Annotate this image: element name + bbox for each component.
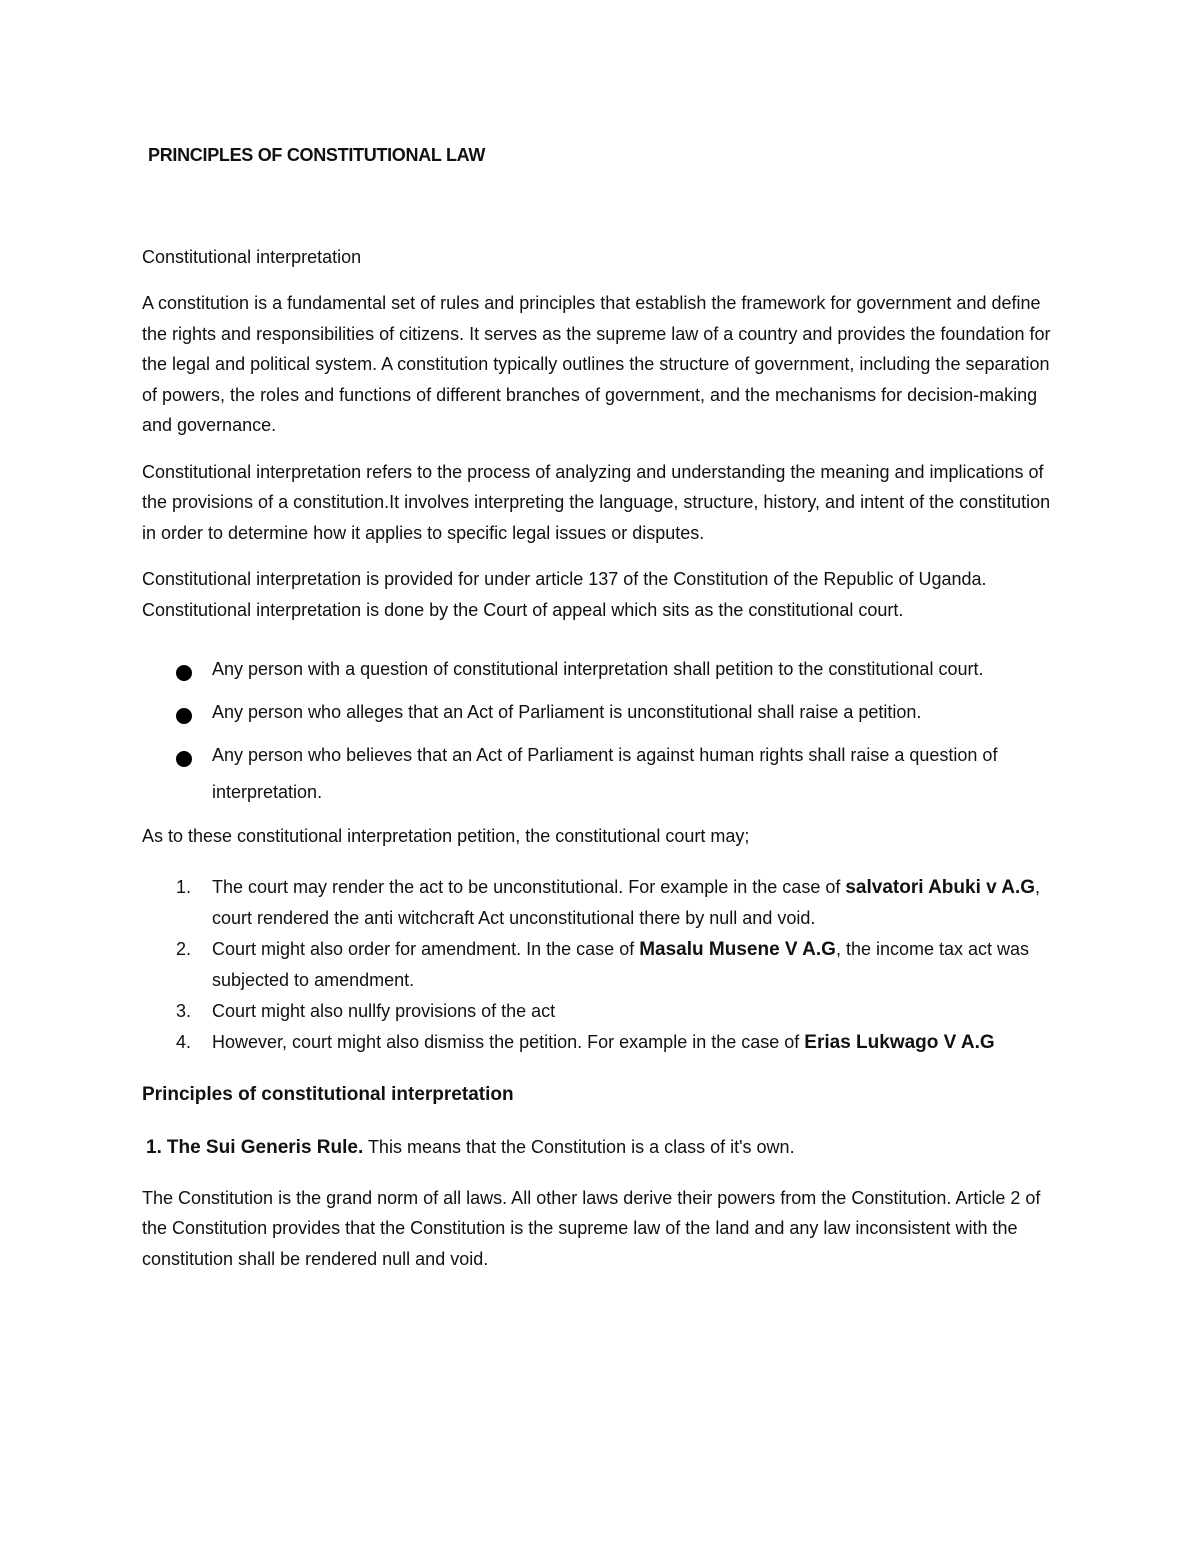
item-text: , court rendered the anti witchcraft Act unconstitutional there by null and void. <box>212 876 1041 928</box>
bullet-dot-icon <box>176 751 192 767</box>
paragraph-grand-norm: The Constitution is the grand norm of all laws. All other laws derive their powers from the Constitution. Article 2 of the Constitution provides that the Constitution is the supreme law of the land and any law inconsistent with the constitution shall be rendered null and void. <box>142 1187 1041 1269</box>
section-heading: Constitutional interpretation <box>142 247 362 267</box>
case-name: salvatori Abuki v A.G <box>845 876 1036 898</box>
paragraph-constitution-definition: A constitution is a fundamental set of rules and principles that establish the framework for government and define the rights and responsibilities of citizens. It serves as the supreme law of a country and provides the foundation for the legal and political system. A constitution typically outlines the structure of government, including the separation of powers, the roles and functions of different branches of government, and the mechanisms for decision-making and governance. <box>142 293 1051 435</box>
list-item <box>142 934 1062 996</box>
paragraph-court-may: As to these constitutional interpretation petition, the constitutional court may; <box>142 826 750 846</box>
paragraph-article-137: Constitutional interpretation is provided for under article 137 of the Constitution of the Republic of Uganda. Constitutional interpretation is done by the Court of appeal which sits as the constitutional court. <box>142 569 987 620</box>
list-number: 1. <box>176 876 192 897</box>
paragraph-interpretation-definition: Constitutional interpretation refers to the process of analyzing and understanding the meaning and implications of the provisions of a constitution.It involves interpreting the language, structure, history, and intent of the constitution in order to determine how it applies to specific legal issues or disputes. <box>142 461 1051 543</box>
document-body <box>142 140 1062 1274</box>
rule-name: The Sui Generis Rule. <box>166 1136 364 1158</box>
item-text: , the income tax act was subjected to amendment. <box>212 938 1030 990</box>
rule-description: This means that the Constitution is a class of it's own. <box>363 1136 795 1157</box>
list-number: 2. <box>176 938 192 959</box>
case-name: Erias Lukwago V A.G <box>804 1031 995 1053</box>
item-text: Court might also order for amendment. In the case of <box>212 938 640 959</box>
bullet-text: Any person who believes that an Act of Parliament is against human rights shall raise a question of interpretation. <box>212 745 998 802</box>
bullet-dot-icon <box>176 665 192 681</box>
principles-heading: Principles of constitutional interpretation <box>142 1083 514 1105</box>
numbered-list <box>142 872 1062 1058</box>
list-number: 3. <box>176 1000 192 1021</box>
rule-number: 1. <box>146 1136 162 1158</box>
list-number: 4. <box>176 1031 192 1052</box>
bullet-dot-icon <box>176 708 192 724</box>
list-item <box>142 996 1062 1027</box>
list-item <box>142 872 1062 934</box>
item-text: Court might also nullfy provisions of the act <box>212 1000 556 1021</box>
bullet-list <box>142 651 1062 811</box>
item-text: However, court might also dismiss the petition. For example in the case of <box>212 1031 805 1052</box>
item-text: The court may render the act to be unconstitutional. For example in the case of <box>212 876 846 897</box>
bullet-text: Any person who alleges that an Act of Parliament is unconstitutional shall raise a petition. <box>212 702 922 722</box>
document-title: PRINCIPLES OF CONSTITUTIONAL LAW <box>148 145 486 165</box>
list-item <box>142 1027 1062 1058</box>
list-item <box>142 694 1062 731</box>
list-item <box>142 651 1062 688</box>
rule-sui-generis <box>146 1132 1062 1163</box>
case-name: Masalu Musene V A.G <box>639 938 836 960</box>
list-item <box>142 737 1062 811</box>
bullet-text: Any person with a question of constitutional interpretation shall petition to the constitutional court. <box>212 659 984 679</box>
